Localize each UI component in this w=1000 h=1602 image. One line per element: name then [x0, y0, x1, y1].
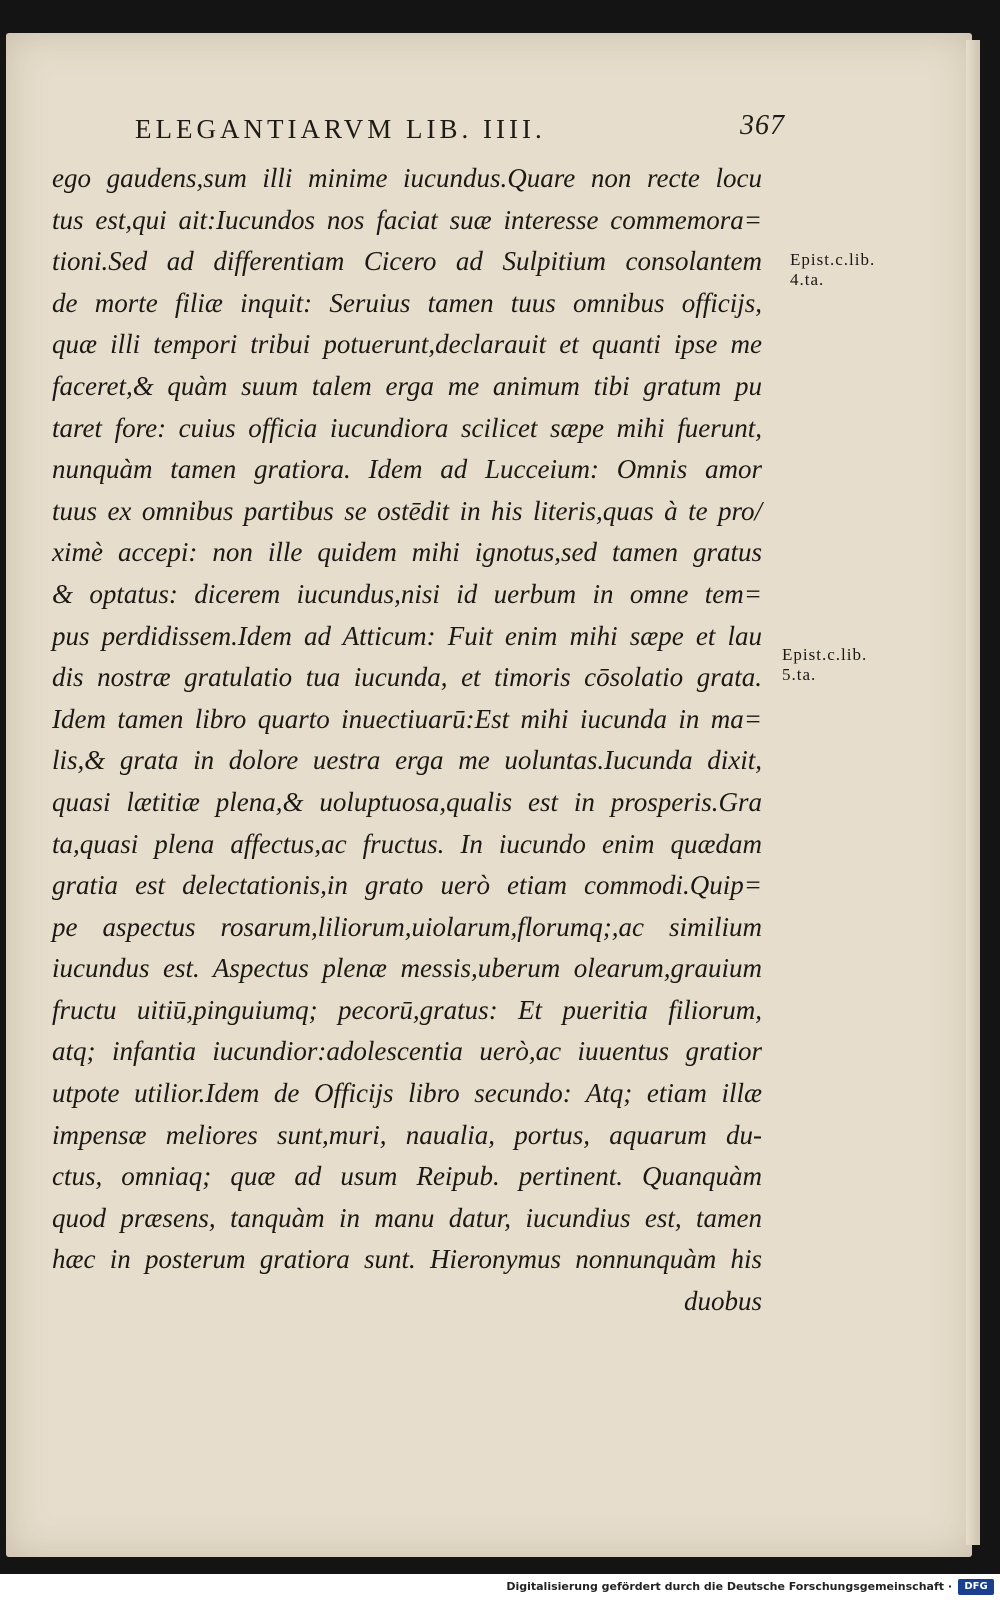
- running-head: [135, 110, 785, 150]
- text-line: tuus ex omnibus partibus se ostēdit in his literis,quas à te pro/: [52, 495, 762, 526]
- text-line: tioni.Sed ad differentiam Cicero ad Sulpitium consolantem: [52, 246, 762, 277]
- text-line: quæ illi tempori tribui potuerunt,declarauit et quanti ipse me: [52, 329, 762, 360]
- text-line: gratia est delectationis,in grato uerò etiam commodi.Quip=: [52, 870, 762, 901]
- text-line: impensæ meliores sunt,muri, naualia, portus, aquarum du-: [52, 1119, 762, 1150]
- page-number: 367: [740, 110, 785, 141]
- text-line: ego gaudens,sum illi minime iucundus.Quare non recte locu: [52, 163, 762, 193]
- text-line: quod præsens, tanquàm in manu datur, iucundius est, tamen: [52, 1202, 762, 1233]
- text-line: ta,quasi plena affectus,ac fructus. In iucundo enim quædam: [52, 828, 762, 859]
- catchword: duobus: [683, 1286, 762, 1317]
- funding-credit: Digitalisierung gefördert durch die Deutsche Forschungsgemeinschaft ·: [506, 1580, 952, 1593]
- margin-note: [782, 645, 867, 685]
- page-edge: [966, 40, 980, 1545]
- text-line: fructu uitiū,pinguiumq; pecorū,gratus: Et pueritia filiorum,: [52, 994, 762, 1025]
- text-line: faceret,& quàm suum talem erga me animum tibi gratum pu: [52, 370, 762, 401]
- text-line: iucundus est. Aspectus plenæ messis,uberum olearum,grauium: [52, 953, 762, 984]
- running-title: ELEGANTIARVM LIB. IIII.: [135, 114, 546, 144]
- margin-note-line: Epist.c.lib.: [790, 250, 876, 269]
- text-line: ximè accepi: non ille quidem mihi ignotus,sed tamen gratus: [52, 537, 762, 568]
- text-line: tus est,qui ait:Iucundos nos faciat suæ interesse commemora=: [52, 204, 762, 235]
- margin-note: [790, 250, 875, 290]
- text-line: taret fore: cuius officia iucundiora scilicet sæpe mihi fuerunt,: [52, 412, 762, 443]
- dfg-logo-icon: DFG: [958, 1579, 994, 1595]
- text-line: ctus, omniaq; quæ ad usum Reipub. pertinent. Quanquàm: [52, 1161, 762, 1192]
- margin-note-line: Epist.c.lib.: [782, 645, 868, 664]
- text-line: utpote utilior.Idem de Officijs libro secundo: Atq; etiam illæ: [52, 1078, 762, 1109]
- text-line: de morte filiæ inquit: Seruius tamen tuus omnibus officijs,: [52, 287, 762, 318]
- text-line: pus perdidissem.Idem ad Atticum: Fuit enim mihi sæpe et lau: [52, 620, 762, 651]
- text-line: quasi lætitiæ plena,& uoluptuosa,qualis est in prosperis.Gra: [52, 786, 762, 817]
- text-line: atq; infantia iucundior:adolescentia uerò,ac iuuentus gratior: [52, 1036, 762, 1067]
- text-line: pe aspectus rosarum,liliorum,uiolarum,florumq;,ac similium: [52, 911, 762, 942]
- text-line: nunquàm tamen gratiora. Idem ad Lucceium: Omnis amor: [52, 454, 762, 485]
- text-line: hæc in posterum gratiora sunt. Hieronymus nonnunquàm his: [52, 1244, 762, 1275]
- margin-note-line: 5.ta.: [782, 665, 817, 684]
- footer-bar: [0, 1574, 1000, 1602]
- text-line: lis,& grata in dolore uestra erga me uoluntas.Iucunda dixit,: [52, 745, 762, 776]
- margin-note-line: 4.ta.: [790, 270, 825, 289]
- main-text: [52, 158, 762, 1323]
- text-line: dis nostræ gratulatio tua iucunda, et timoris cōsolatio grata.: [52, 662, 762, 693]
- text-line: & optatus: dicerem iucundus,nisi id uerbum in omne tem=: [52, 578, 762, 609]
- text-line: Idem tamen libro quarto inuectiuarū:Est mihi iucunda in ma=: [52, 703, 762, 734]
